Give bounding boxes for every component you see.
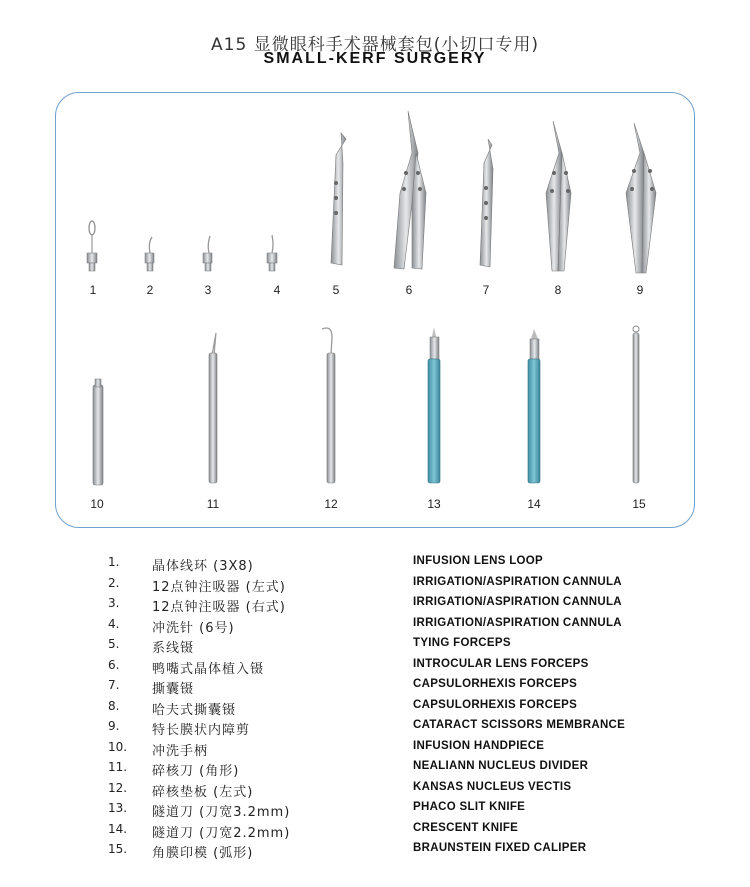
item-name-cn: 冲洗针 (6号)	[152, 620, 235, 636]
item-index: 1.	[108, 555, 120, 569]
figure-number: 10	[90, 497, 104, 511]
item-name-en: INFUSION HANDPIECE	[413, 739, 545, 752]
item-name-en: NEALIANN NUCLEUS DIVIDER	[413, 760, 589, 772]
item-index: 11.	[108, 760, 128, 774]
item-name-en: CATARACT SCISSORS MEMBRANCE	[413, 719, 626, 731]
item-name-cn: 碎核垫板 (左式)	[152, 784, 254, 800]
item-name-en: INFUSION LENS LOOP	[413, 555, 543, 567]
figure-number: 5	[332, 283, 340, 297]
cataract-scissors-instrument	[626, 123, 656, 273]
item-index: 3.	[108, 596, 120, 610]
item-name-cn: 隧道刀 (刀宽2.2mm)	[152, 825, 291, 841]
item-index: 6.	[108, 657, 120, 672]
item-index: 9.	[108, 719, 120, 733]
figure-number: 14	[527, 497, 541, 511]
instrument-panel	[55, 92, 695, 528]
figure-number: 7	[482, 283, 490, 297]
figure-number: 9	[636, 283, 644, 297]
list-item	[0, 596, 750, 616]
figure-number: 2	[146, 283, 154, 297]
figure-number: 12	[324, 497, 338, 511]
figure-number: 13	[427, 497, 441, 511]
list-item	[0, 699, 750, 719]
page-title-cn: A15 显微眼科手术器械套包(小切口专用)	[211, 35, 539, 55]
item-name-en: TYING FORCEPS	[413, 637, 511, 649]
list-item	[0, 842, 750, 862]
figure-number: 11	[206, 497, 220, 511]
item-name-cn: 角膜印模 (弧形)	[152, 846, 254, 861]
item-name-cn: 系线镊	[152, 641, 195, 656]
figure-number: 8	[554, 283, 562, 297]
list-item	[0, 637, 750, 657]
list-item	[0, 719, 750, 739]
lens-loop-instrument	[87, 221, 97, 271]
item-name-cn: 撕囊镊	[152, 682, 195, 697]
figure-number: 15	[632, 497, 646, 511]
list-item	[0, 617, 750, 637]
item-name-cn: 鸭嘴式晶体植入镊	[152, 661, 265, 677]
item-name-cn: 碎核刀 (角形)	[152, 764, 240, 779]
item-name-en: CAPSULORHEXIS FORCEPS	[413, 698, 578, 711]
crescent-knife-instrument	[528, 329, 540, 483]
item-name-cn: 12点钟注吸器 (右式)	[152, 600, 286, 615]
tying-forceps-instrument	[331, 133, 346, 265]
item-name-en: IRRIGATION/ASPIRATION CANNULA	[413, 596, 622, 608]
list-item	[0, 576, 750, 596]
capsulorhexis-forceps-instrument	[480, 139, 493, 267]
list-item	[0, 760, 750, 780]
item-index: 4.	[108, 616, 120, 631]
item-name-en: IRRIGATION/ASPIRATION CANNULA	[413, 616, 622, 629]
list-item	[0, 781, 750, 801]
list-item	[0, 822, 750, 842]
list-item	[0, 678, 750, 698]
figure-number: 3	[204, 283, 212, 297]
figure-number: 6	[405, 283, 413, 297]
item-index: 15.	[108, 842, 128, 856]
figure-number: 4	[273, 283, 281, 297]
iol-forceps-instrument	[394, 111, 426, 269]
item-name-cn: 隧道刀 (刀宽3.2mm)	[152, 805, 291, 820]
item-name-en: CAPSULORHEXIS FORCEPS	[413, 678, 578, 690]
list-item	[0, 555, 750, 575]
phaco-slit-knife-instrument	[428, 327, 440, 483]
item-index: 10.	[108, 739, 128, 754]
haff-forceps-instrument	[546, 121, 571, 271]
item-name-en: CRESCENT KNIFE	[413, 821, 519, 834]
item-name-cn: 哈夫式撕囊镊	[152, 702, 237, 718]
item-name-en: PHACO SLIT KNIFE	[413, 801, 526, 813]
item-name-cn: 12点钟注吸器 (左式)	[152, 579, 286, 595]
irrigation-needle-instrument	[267, 235, 277, 271]
item-name-en: INTROCULAR LENS FORCEPS	[413, 657, 589, 670]
list-item	[0, 740, 750, 760]
item-name-cn: 冲洗手柄	[152, 743, 209, 759]
infusion-handpiece-instrument	[93, 379, 103, 485]
nucleus-vectis-instrument	[322, 328, 335, 483]
cannula-right-instrument	[203, 236, 212, 271]
item-name-en: IRRIGATION/ASPIRATION CANNULA	[413, 575, 622, 588]
nucleus-divider-instrument	[209, 333, 217, 483]
item-index: 2.	[108, 575, 120, 590]
item-index: 7.	[108, 678, 120, 692]
item-name-cn: 特长膜状内障剪	[152, 723, 251, 738]
item-name-en: BRAUNSTEIN FIXED CALIPER	[413, 842, 587, 854]
list-item	[0, 658, 750, 678]
item-name-cn: 晶体线环 (3X8)	[152, 559, 254, 574]
item-index: 12.	[108, 780, 128, 795]
item-index: 5.	[108, 637, 120, 651]
instruments-illustration	[56, 93, 696, 529]
cannula-left-instrument	[145, 237, 154, 271]
fixed-caliper-instrument	[633, 326, 639, 483]
figure-number: 1	[89, 283, 97, 297]
item-index: 14.	[108, 821, 128, 836]
item-index: 8.	[108, 698, 120, 713]
list-item	[0, 801, 750, 821]
item-name-en: KANSAS NUCLEUS VECTIS	[413, 780, 572, 793]
page-title-en: SMALL-KERF SURGERY	[263, 50, 487, 67]
item-index: 13.	[108, 801, 128, 815]
